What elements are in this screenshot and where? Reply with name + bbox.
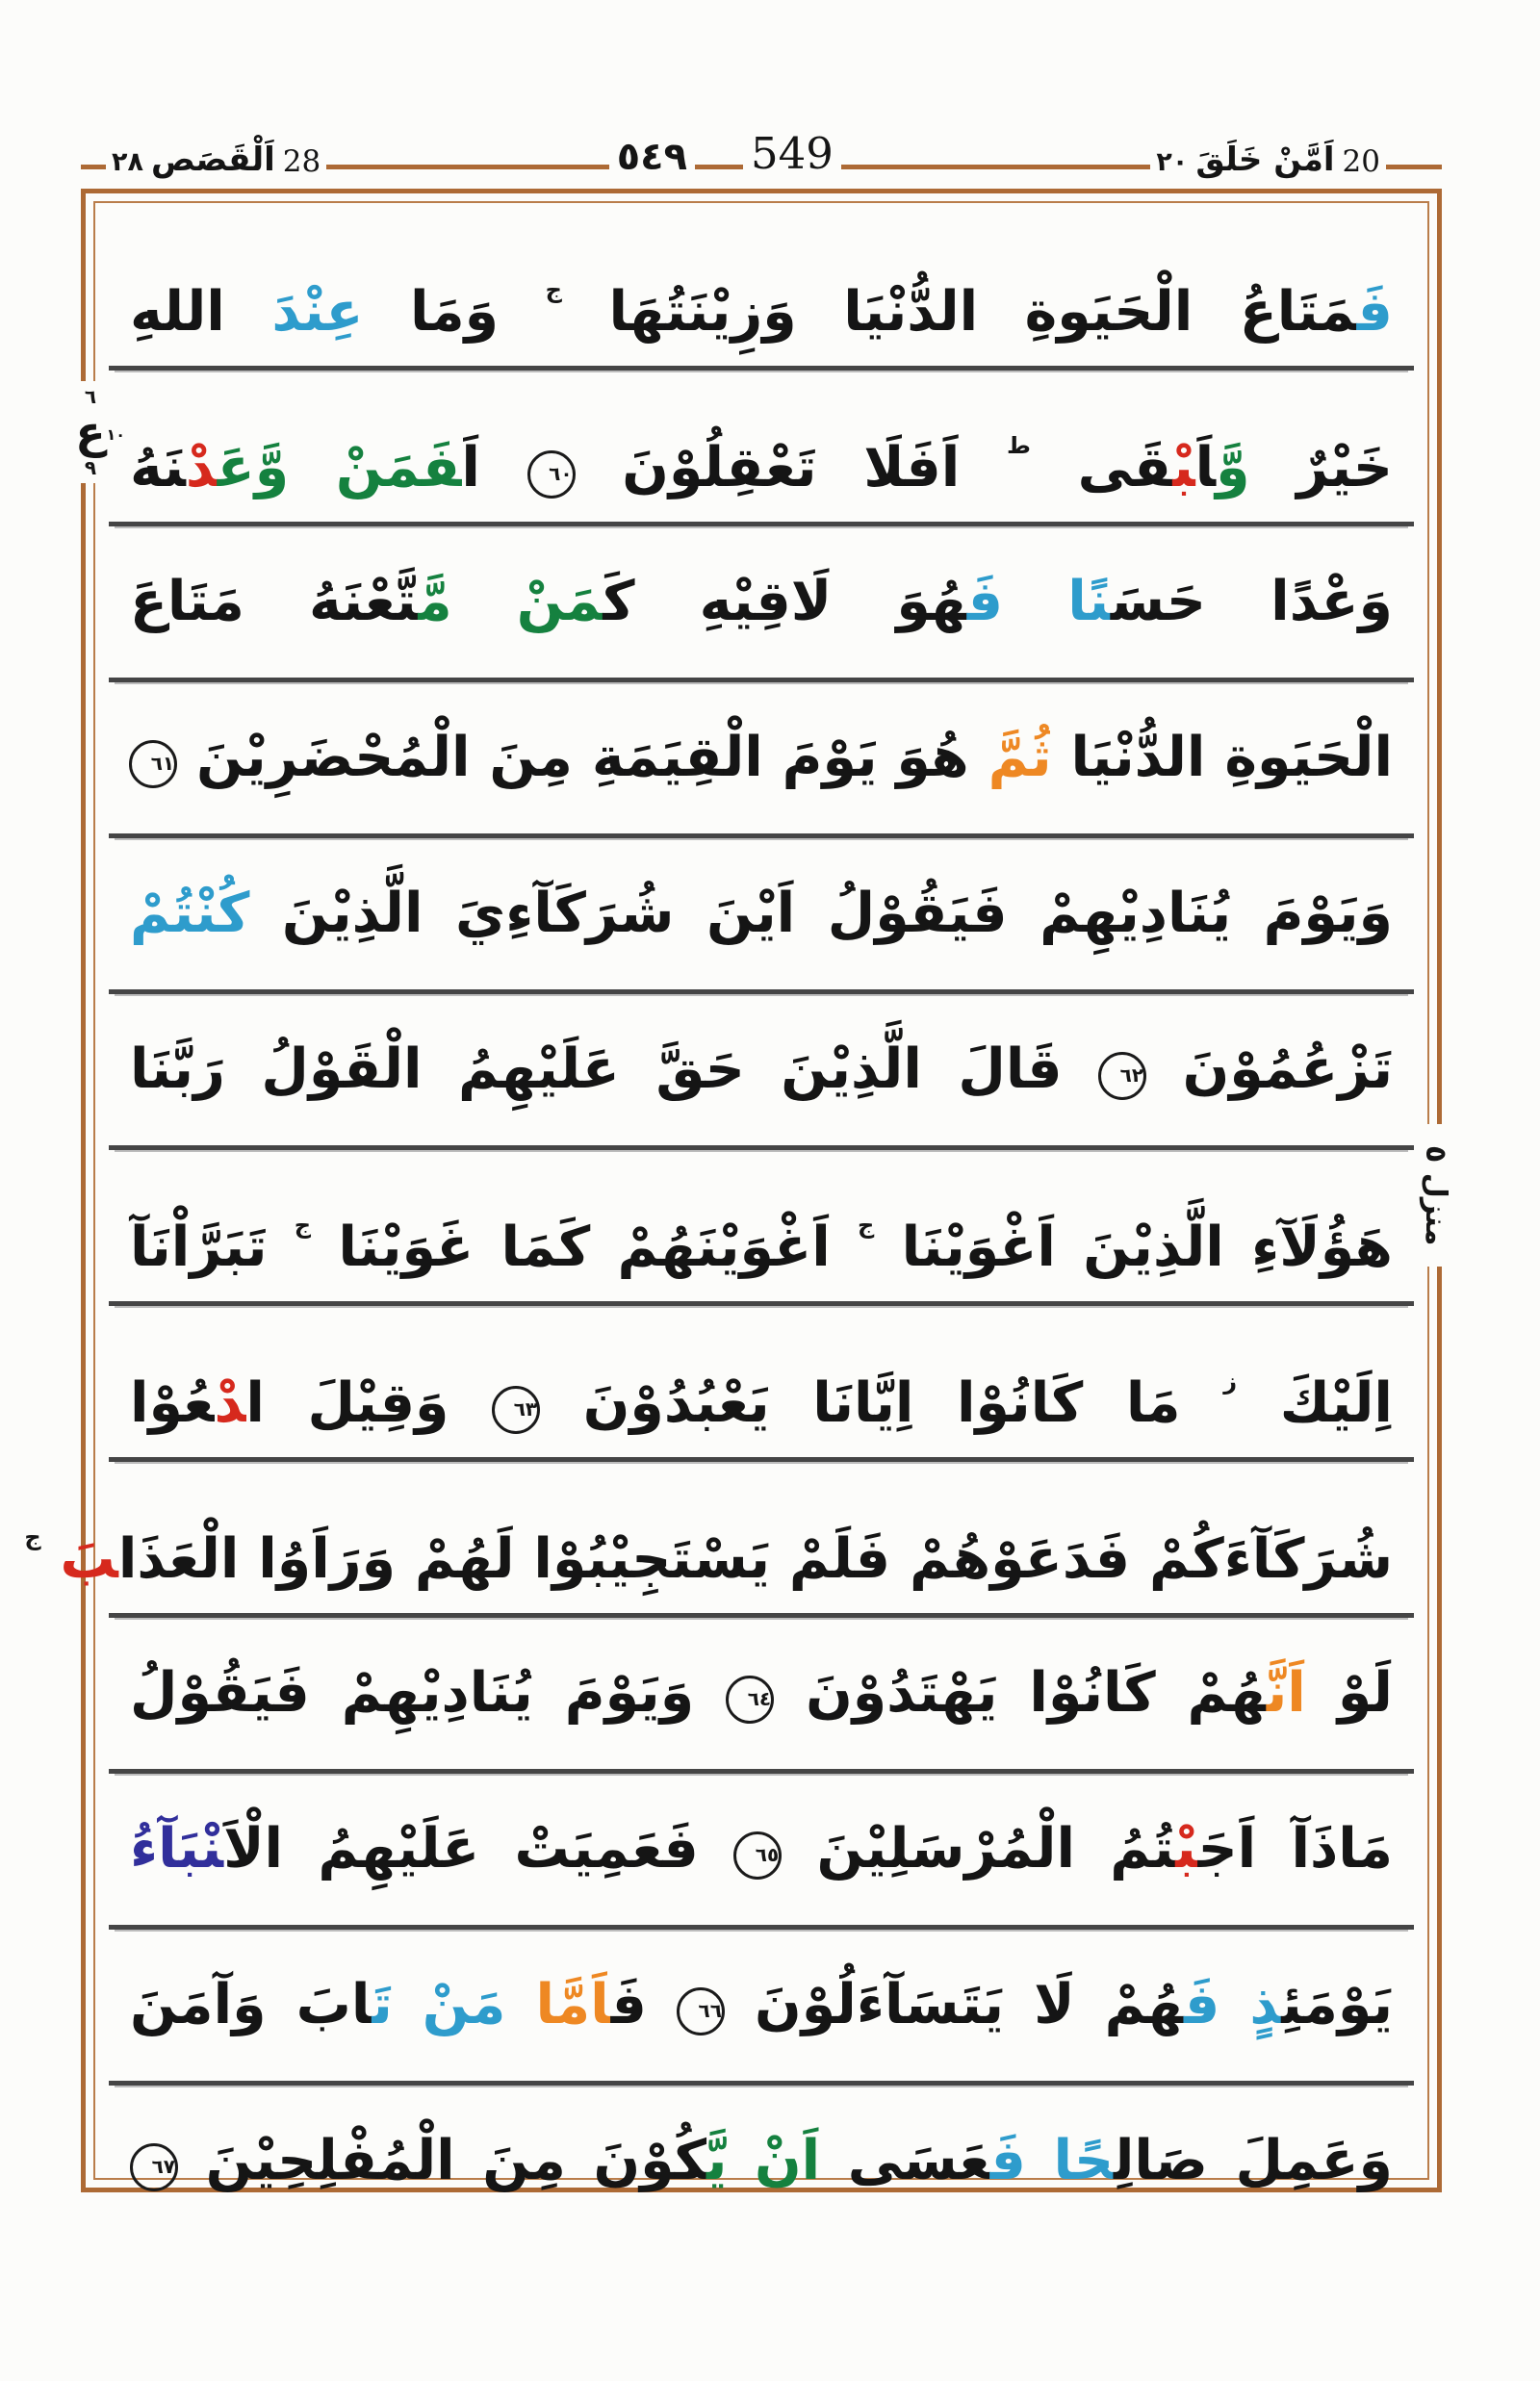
text-segment: ‍بْ‍ — [1172, 436, 1195, 499]
text-segment: وَعَمِلَ صَالِ‍ — [1114, 2129, 1393, 2192]
verse-number-badge: ٦٠ — [527, 450, 576, 499]
pause-mark: ز — [1223, 1368, 1238, 1395]
pause-mark: ج — [24, 1523, 41, 1550]
verse-number-badge: ٦٢ — [1098, 1052, 1146, 1100]
text-segment: قَالَ الَّذِيْنَ حَقَّ عَلَيْهِمُ الْقَوْلُ رَبَّنَا — [130, 1037, 1063, 1101]
text-segment: ‍ابَ وَآمَنَ — [130, 1973, 372, 2036]
pause-mark: ج — [294, 1212, 312, 1239]
text-segment: ‍دْ — [214, 1371, 246, 1435]
juz-name: اَمَّنْ خَلَقَ — [1195, 141, 1335, 179]
text-segment: مَنْ تَ‍ — [372, 1973, 506, 2036]
text-segment: ‍مَتَاعُ الْحَيَوةِ الدُّنْيَا وَزِيْنَتُهَا — [608, 280, 1357, 344]
text-segment: ‍هُوَ لَاقِيْهِ كَ‍ — [603, 570, 967, 633]
quran-line-11 — [109, 1774, 1414, 1930]
manzil-marker: منزل ٥ — [1417, 1124, 1454, 1267]
text-segment: شُرَكَآءَكُمْ فَدَعَوْهُمْ فَلَمْ يَسْتَجِيْبُوْا لَهُمْ وَرَاَوُا الْعَذَا — [117, 1527, 1393, 1591]
quran-line-13 — [109, 2086, 1414, 2237]
quran-line-5 — [109, 838, 1414, 994]
text-segment: فَ‍ — [1183, 1973, 1220, 2036]
text-segment: ‍كُوْنَ مِنَ الْمُفْلِحِيْنَ — [205, 2129, 706, 2192]
header-rule — [841, 165, 1151, 169]
text-segment: ‍حًا — [1053, 2129, 1115, 2192]
text-segment: ‍ذٍ — [1249, 1973, 1282, 2036]
text-segment: يَوْمَئِ‍ — [1281, 1973, 1393, 2036]
verse-number-badge: ٦١ — [129, 740, 177, 788]
verse-number-badge: ٦٥ — [733, 1831, 782, 1880]
text-segment: الْحَيَوةِ الدُّنْيَا — [1070, 726, 1393, 789]
ruku-number-bottom: ٩ — [84, 456, 97, 479]
text-segment: هَؤُلَآءِ الَّذِيْنَ اَغْوَيْنَا — [901, 1216, 1393, 1279]
header-rule — [695, 165, 743, 169]
pause-mark: ط — [1007, 432, 1031, 459]
pause-mark: ج — [545, 276, 562, 303]
text-segment: لَوْ — [1337, 1661, 1393, 1725]
verse-number-badge: ٦٣ — [492, 1386, 540, 1434]
verse-number-badge: ٦٦ — [677, 1987, 725, 2035]
header-rule — [326, 165, 609, 169]
text-segment: وَعْدًا حَسَ‍ — [1110, 570, 1393, 633]
quran-line-12 — [109, 1930, 1414, 2086]
page-number-latin: 549 — [751, 128, 834, 179]
text-segment: كُنْتُمْ — [130, 882, 250, 945]
text-segment: وَيَوْمَ يُنَادِيْهِمْ فَيَقُوْلُ — [130, 1661, 695, 1725]
ruku-ain-symbol: ع ١٠ — [75, 406, 125, 458]
page-number-arabic: ٥٤٩ — [616, 135, 687, 179]
text-segment: ‍هُمْ لَا يَتَسَآءَلُوْنَ — [755, 1973, 1184, 2036]
ruku-number-top: ٦ — [84, 385, 97, 408]
text-segment: وَمَا — [409, 280, 500, 344]
page-border-frame-inner — [24, 201, 1429, 2192]
text-segment: فَ‍ — [610, 1973, 647, 2036]
quran-line-3 — [109, 526, 1414, 682]
text-segment: فَ‍ — [1356, 280, 1393, 344]
text-segment: عِنْدَ — [271, 280, 364, 344]
quran-line-7 — [109, 1150, 1414, 1306]
text-segment: اَنَّ‍ — [1266, 1661, 1306, 1725]
text-segment: اَفَلَا تَعْقِلُوْنَ — [622, 436, 961, 499]
text-segment: وَيَوْمَ يُنَادِيْهِمْ فَيَقُوْلُ اَيْنَ شُرَكَآءِيَ الَّذِيْنَ — [281, 882, 1393, 945]
header-rule — [1386, 165, 1442, 169]
verse-number-badge: ٦٤ — [726, 1676, 774, 1724]
text-segment: مَا كَانُوْا اِيَّانَا يَعْبُدُوْنَ — [582, 1371, 1181, 1435]
verse-number-badge: ٦٧ — [130, 2143, 178, 2191]
page-header — [81, 112, 1442, 179]
page-border-frame — [24, 189, 1442, 2192]
quran-line-2 — [109, 371, 1414, 526]
text-segment: اِلَيْكَ — [1279, 1371, 1393, 1435]
text-segment: ‍تَّعْنَهُ مَتَاعَ — [130, 570, 419, 633]
text-segment: خَيْرٌ — [1296, 436, 1393, 499]
text-segment: فَ‍ — [989, 2129, 1026, 2192]
text-segment: ‍فَمَنْ وَّعَ‍ — [217, 436, 462, 499]
quran-line-1 — [109, 215, 1414, 371]
pause-mark: ج — [858, 1212, 875, 1239]
text-segment: ثُمَّ — [988, 726, 1052, 789]
text-segment: ‍نَهُ — [130, 436, 186, 499]
quran-line-6 — [109, 994, 1414, 1150]
surah-name: اَلْقَصَص — [150, 141, 275, 179]
text-segment: وَقِيْلَ ا — [245, 1371, 449, 1435]
text-segment: ‍بْ‍ — [1175, 1817, 1198, 1881]
quran-line-9 — [24, 1462, 1414, 1618]
header-rule — [81, 165, 106, 169]
text-segment: ‍نْبَآءُ — [130, 1817, 224, 1881]
quran-line-8 — [109, 1306, 1414, 1462]
text-segment: ‍قَى — [1077, 436, 1173, 499]
text-segment: ‍عُوْا — [130, 1371, 215, 1435]
text-segment: ‍مَنْ مَّ‍ — [418, 570, 603, 633]
text-segment: ‍نًا — [1067, 570, 1111, 633]
ruku-number-right: ١٠ — [106, 425, 125, 444]
text-segment: وَّ — [1216, 436, 1250, 499]
juz-number-latin: 20 — [1342, 144, 1380, 179]
text-segment: مَاذَآ اَجَ‍ — [1197, 1817, 1393, 1881]
text-segment: تَبَرَّاْنَآ — [130, 1216, 268, 1279]
text-segment: فَ‍ — [966, 570, 1004, 633]
surah-number-latin: 28 — [282, 144, 321, 179]
text-segment: تَزْعُمُوْنَ — [1182, 1037, 1393, 1101]
text-segment: اَ — [461, 436, 480, 499]
text-segment: اللهِ — [130, 280, 225, 344]
text-segment: ‍عَسَى — [847, 2129, 990, 2192]
text-segment: ‍هُمْ كَانُوْا يَهْتَدُوْنَ — [806, 1661, 1267, 1725]
text-segment: اَغْوَيْنَهُمْ كَمَا غَوَيْنَا — [338, 1216, 831, 1279]
juz-title-group — [1150, 141, 1386, 179]
text-segment: ‍اَ — [1194, 436, 1217, 499]
surah-number-arabic: ٢٨ — [112, 147, 143, 177]
text-segment: ‍بَ — [60, 1527, 118, 1591]
ruku-marker — [60, 381, 125, 483]
surah-title-group — [106, 141, 326, 179]
text-segment: فَعَمِيَتْ عَلَيْهِمُ الْاَ — [223, 1817, 699, 1881]
text-segment: هُوَ يَوْمَ الْقِيَمَةِ مِنَ الْمُحْضَرِيْنَ — [195, 726, 969, 789]
text-segment: ‍تُمُ الْمُرْسَلِيْنَ — [816, 1817, 1176, 1881]
quran-line-4 — [109, 682, 1414, 838]
text-segment: ‍دْ — [185, 436, 218, 499]
quran-line-10 — [109, 1618, 1414, 1774]
text-segment: ‍اَمَّا — [535, 1973, 611, 2036]
text-segment: اَنْ يَّ‍ — [706, 2129, 821, 2192]
juz-number-arabic: ٢٠ — [1156, 147, 1189, 177]
